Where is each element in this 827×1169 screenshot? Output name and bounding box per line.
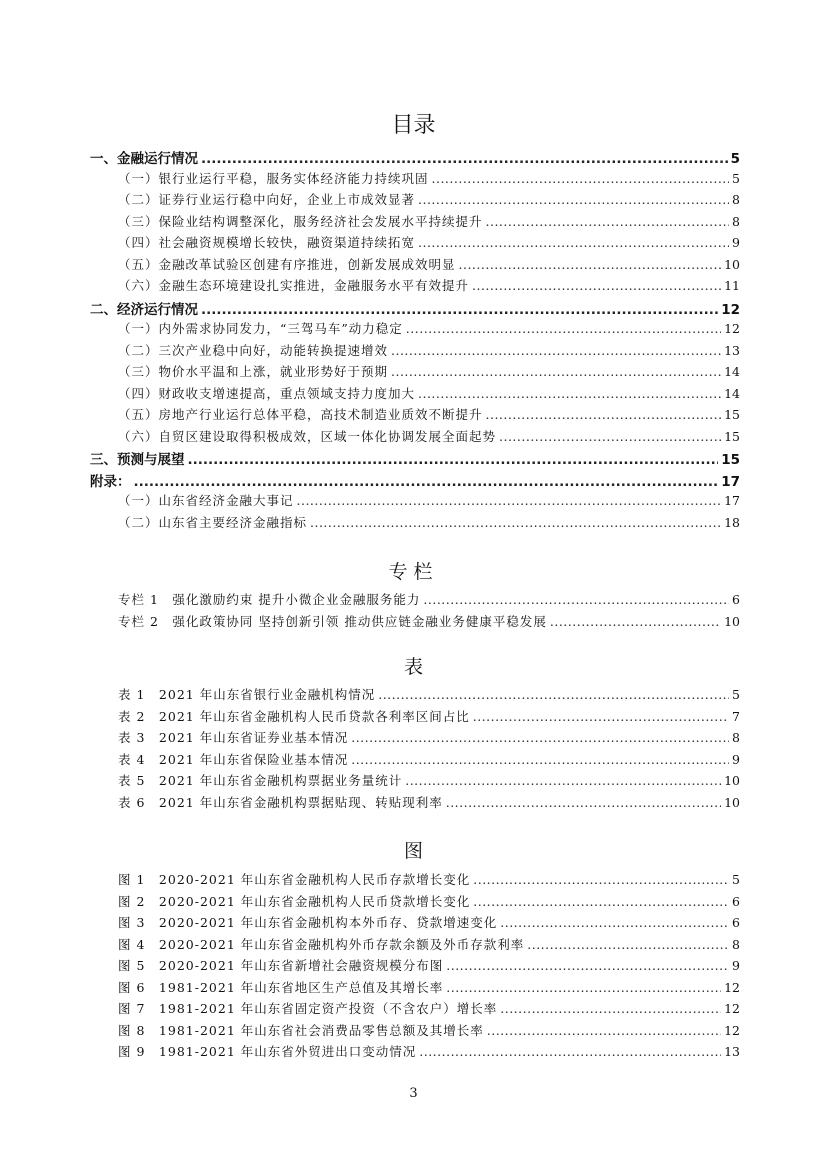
toc-entry-page: 15 [724, 407, 740, 422]
dot-leader [473, 872, 729, 887]
dot-leader [418, 386, 721, 401]
figures-entry-page: 6 [732, 915, 740, 930]
dot-leader [446, 795, 721, 810]
tables-entry-label: 表 6 2021 年山东省金融机构票据贴现、转贴现利率 [118, 794, 443, 810]
dot-leader [418, 192, 729, 207]
toc-entry-label: 附录： [90, 473, 131, 490]
toc-entry-label: （二）山东省主要经济金融指标 [118, 514, 308, 530]
tables-entry[interactable] [118, 685, 740, 705]
figures-entry[interactable] [118, 1042, 740, 1062]
toc-entry[interactable] [90, 298, 740, 318]
dot-leader [446, 958, 729, 973]
toc-entry-label: （二）三次产业稳中向好，动能转换提速增效 [118, 342, 389, 358]
figures-entry-label: 图 1 2020-2021 年山东省金融机构人民币存款增长变化 [118, 872, 471, 887]
dot-leader [419, 1044, 721, 1059]
figures-entry-page: 8 [732, 936, 740, 952]
toc-entry-label: 三、预测与展望 [90, 452, 185, 468]
toc-entry-label: （一）内外需求协同发力，“三驾马车”动力稳定 [118, 321, 403, 336]
toc-entry-page: 14 [724, 364, 740, 379]
toc-entry[interactable] [118, 319, 740, 339]
dot-leader [297, 493, 722, 508]
dot-leader [472, 278, 721, 293]
dot-leader [351, 730, 729, 745]
tables-entry-page: 5 [732, 687, 740, 702]
toc-entry-page: 10 [724, 256, 740, 272]
toc-entry-label: （四）财政收支增速提高，重点领域支持力度加大 [118, 385, 416, 401]
toc-entry[interactable] [90, 147, 740, 167]
toc-entry-label: （一）银行业运行平稳，服务实体经济能力持续巩固 [118, 170, 429, 186]
tables-entry-label: 表 4 2021 年山东省保险业基本情况 [118, 751, 349, 767]
toc-entry[interactable] [118, 276, 740, 296]
toc-entry[interactable] [118, 233, 740, 253]
tables-entry[interactable] [118, 793, 740, 813]
toc-entry[interactable] [118, 169, 740, 189]
tables-entry[interactable] [118, 728, 740, 748]
toc-entry-page: 11 [724, 278, 740, 293]
dot-leader [188, 452, 719, 468]
toc-entry-page: 17 [724, 493, 740, 508]
tables-entry-page: 7 [732, 708, 740, 724]
dot-leader [473, 894, 729, 909]
tables-entry[interactable] [118, 771, 740, 791]
toc-entry[interactable] [90, 448, 740, 468]
dot-leader [134, 474, 719, 490]
figures-entry-page: 12 [724, 1001, 740, 1016]
dot-leader [351, 752, 729, 767]
toc-entry[interactable] [118, 190, 740, 210]
figures-entry-label: 图 3 2020-2021 年山东省金融机构本外币存、贷款增速变化 [118, 915, 498, 930]
columns-entry-page: 10 [724, 613, 740, 629]
toc-entry-page: 8 [732, 192, 740, 207]
toc-entry[interactable] [118, 427, 740, 447]
toc-entry[interactable] [118, 405, 740, 425]
figures-entry-page: 6 [732, 893, 740, 909]
toc-entry-page: 12 [721, 301, 740, 318]
dot-leader [499, 429, 721, 444]
dot-leader [486, 214, 730, 229]
dot-leader [201, 302, 718, 318]
figures-entry-label: 图 7 1981-2021 年山东省固定资产投资（不含农户）增长率 [118, 1001, 498, 1016]
dot-leader [500, 1001, 721, 1016]
figures-entry[interactable] [118, 1021, 740, 1041]
toc-entry-label: 二、经济运行情况 [90, 301, 198, 318]
columns-entry-page: 6 [732, 592, 740, 607]
figures-entry-label: 图 8 1981-2021 年山东省社会消费品零售总额及其增长率 [118, 1022, 484, 1038]
dot-leader [201, 151, 728, 167]
toc-entry-page: 13 [724, 342, 740, 358]
dot-leader [405, 773, 721, 788]
dot-leader [487, 1023, 721, 1038]
figures-entry-page: 9 [732, 958, 740, 973]
toc-entry-label: （五）房地产行业运行总体平稳，高技术制造业质效不断提升 [118, 407, 483, 422]
figures-entry-label: 图 5 2020-2021 年山东省新增社会融资规模分布图 [118, 958, 444, 973]
toc-entry-label: （一）山东省经济金融大事记 [118, 493, 294, 508]
tables-entry-page: 10 [724, 794, 740, 810]
figures-entry[interactable] [118, 956, 740, 976]
toc-entry[interactable] [118, 362, 740, 382]
tables-entry-label: 表 2 2021 年山东省金融机构人民币贷款各利率区间占比 [118, 708, 470, 724]
dot-leader [550, 614, 721, 629]
figures-entry-page: 13 [724, 1044, 740, 1059]
tables-entry[interactable] [118, 707, 740, 727]
tables-entry-page: 9 [732, 751, 740, 767]
figures-entry-page: 5 [732, 872, 740, 887]
figures-title: 图 [403, 840, 423, 862]
columns-title: 专栏 [388, 561, 439, 583]
toc-entry-label: （二）证券行业运行稳中向好，企业上市成效显著 [118, 192, 416, 207]
toc-entry[interactable] [118, 491, 740, 511]
figures-entry[interactable] [118, 999, 740, 1019]
figures-entry-page: 12 [724, 979, 740, 995]
figures-entry[interactable] [118, 870, 740, 890]
figures-entry-label: 图 9 1981-2021 年山东省外贸进出口变动情况 [118, 1044, 417, 1059]
tables-entry[interactable] [118, 750, 740, 770]
toc-entry-label: （五）金融改革试验区创建有序推进，创新发展成效明显 [118, 256, 456, 272]
dot-leader [446, 980, 721, 995]
toc-entry[interactable] [90, 470, 740, 490]
toc-entry[interactable] [118, 212, 740, 232]
toc-title: 目录 [391, 113, 436, 138]
columns-entry-label: 专栏 1 强化激励约束 提升小微企业金融服务能力 [118, 592, 421, 607]
toc-entry[interactable] [118, 255, 740, 275]
toc-entry-page: 18 [724, 514, 740, 530]
toc-entry-page: 15 [724, 428, 740, 444]
toc-entry-page: 15 [721, 452, 740, 468]
tables-entry-label: 表 1 2021 年山东省银行业金融机构情况 [118, 687, 376, 702]
toc-entry-page: 5 [732, 170, 740, 186]
toc-entry[interactable] [118, 384, 740, 404]
tables-title: 表 [403, 656, 423, 678]
figures-entry-page: 12 [724, 1022, 740, 1038]
dot-leader [406, 321, 721, 336]
columns-entry-label: 专栏 2 强化政策协同 坚持创新引领 推动供应链金融业务健康平稳发展 [118, 613, 547, 629]
toc-entry-page: 17 [721, 473, 740, 490]
figures-entry-label: 图 2 2020-2021 年山东省金融机构人民币贷款增长变化 [118, 893, 471, 909]
figures-entry[interactable] [118, 913, 740, 933]
dot-leader [423, 592, 729, 607]
tables-entry-page: 10 [724, 773, 740, 788]
tables-entry-label: 表 3 2021 年山东省证券业基本情况 [118, 730, 349, 745]
figures-entry-label: 图 4 2020-2021 年山东省金融机构外币存款余额及外币存款利率 [118, 936, 525, 952]
dot-leader [527, 937, 729, 952]
dot-leader [378, 687, 729, 702]
figures-entry-label: 图 6 1981-2021 年山东省地区生产总值及其增长率 [118, 979, 444, 995]
toc-entry-label: （四）社会融资规模增长较快，融资渠道持续拓宽 [118, 235, 416, 250]
tables-entry-label: 表 5 2021 年山东省金融机构票据业务量统计 [118, 773, 403, 788]
figures-entry[interactable] [118, 935, 740, 955]
dot-leader [432, 171, 730, 186]
dot-leader [391, 343, 721, 358]
columns-entry[interactable] [118, 590, 740, 610]
toc-entry-page: 12 [724, 321, 740, 336]
dot-leader [391, 364, 721, 379]
dot-leader [473, 709, 729, 724]
toc-entry-label: （三）物价水平温和上涨，就业形势好于预期 [118, 364, 389, 379]
dot-leader [459, 257, 722, 272]
toc-entry-page: 14 [724, 385, 740, 401]
toc-entry-page: 8 [732, 213, 740, 229]
toc-entry-label: （六）自贸区建设取得积极成效，区域一体化协调发展全面起势 [118, 428, 497, 444]
dot-leader [310, 515, 721, 530]
toc-entry-label: 一、金融运行情况 [90, 151, 198, 167]
dot-leader [500, 915, 729, 930]
figures-entry[interactable] [118, 978, 740, 998]
toc-entry[interactable] [118, 513, 740, 533]
toc-entry-label: （三）保险业结构调整深化，服务经济社会发展水平持续提升 [118, 213, 483, 229]
toc-entry-label: （六）金融生态环境建设扎实推进，金融服务水平有效提升 [118, 278, 470, 293]
dot-leader [486, 407, 722, 422]
figures-entry[interactable] [118, 892, 740, 912]
tables-entry-page: 8 [732, 730, 740, 745]
page-number: 3 [409, 1086, 418, 1101]
toc-entry-page: 9 [732, 235, 740, 250]
dot-leader [418, 235, 729, 250]
toc-entry-page: 5 [730, 151, 740, 167]
toc-entry[interactable] [118, 341, 740, 361]
columns-entry[interactable] [118, 612, 740, 632]
